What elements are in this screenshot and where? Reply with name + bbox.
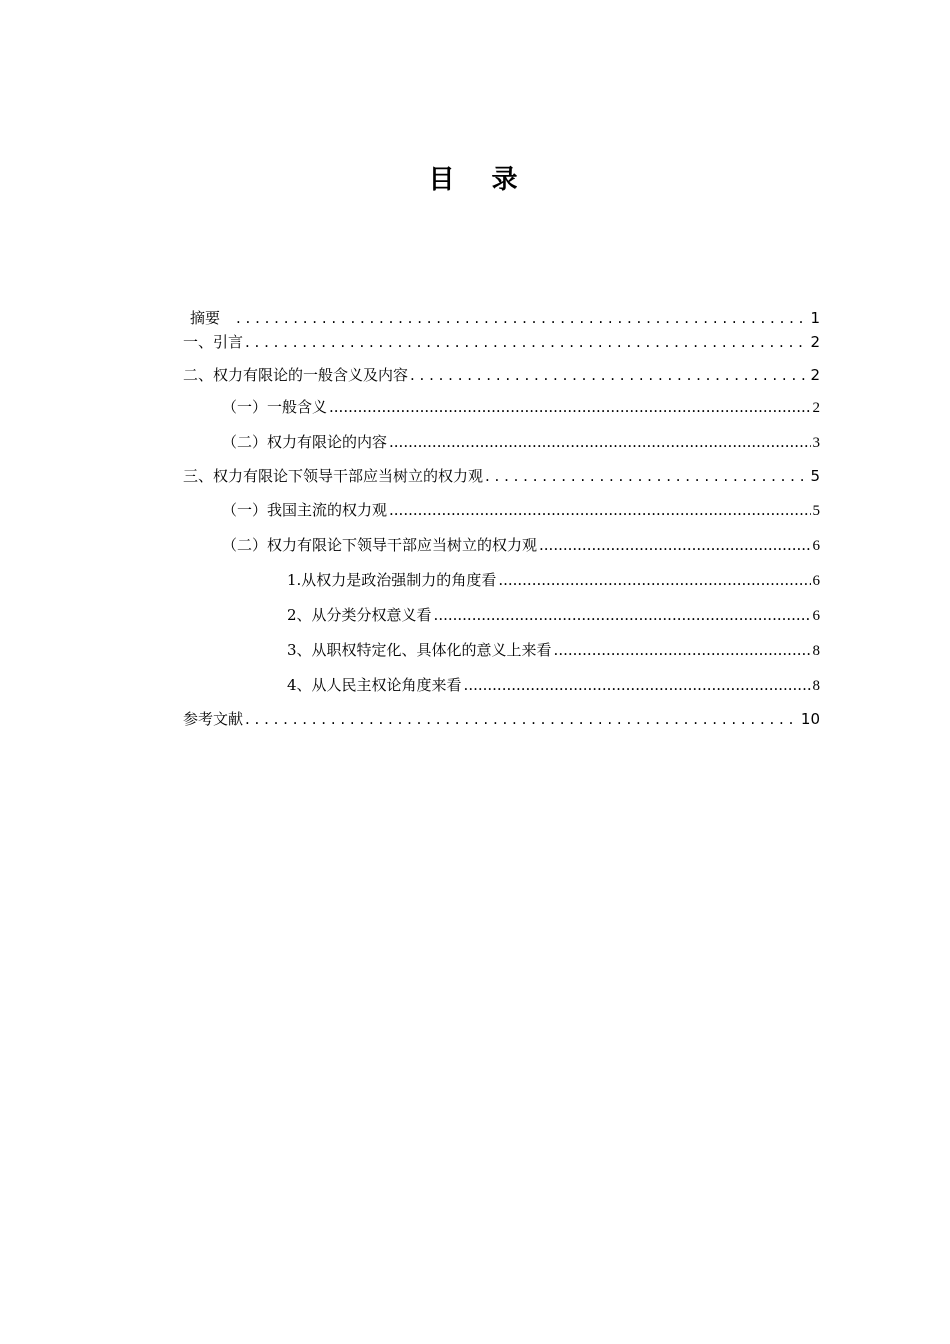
toc-leader-dots bbox=[329, 394, 810, 420]
toc-leader-dots bbox=[434, 602, 811, 628]
toc-page-number: 10 bbox=[800, 710, 820, 728]
toc-entry-label: （二）权力有限论下领导干部应当树立的权力观 bbox=[222, 536, 538, 554]
toc-leader-dots bbox=[389, 429, 810, 455]
toc-leader-dots bbox=[236, 305, 808, 331]
toc-entry-section-3-2-3[interactable] bbox=[287, 637, 820, 663]
toc-entry-label: 1.从权力是政治强制力的角度看 bbox=[287, 571, 497, 589]
toc-entry-label: 二、权力有限论的一般含义及内容 bbox=[183, 366, 409, 384]
toc-entry-section-3-2[interactable] bbox=[222, 532, 820, 558]
toc-leader-dots bbox=[554, 637, 811, 663]
toc-entry-label: 2、从分类分权意义看 bbox=[287, 606, 432, 624]
toc-entry-label: 三、权力有限论下领导干部应当树立的权力观 bbox=[183, 467, 484, 485]
toc-entry-section-3-2-4[interactable] bbox=[287, 672, 820, 698]
toc-leader-dots bbox=[485, 463, 808, 489]
toc-page-number: 5 bbox=[810, 467, 820, 485]
toc-entry-section-3[interactable] bbox=[183, 463, 820, 489]
toc-page-number: 6 bbox=[812, 538, 820, 554]
toc-leader-dots bbox=[410, 362, 808, 388]
toc-page-number: 2 bbox=[810, 366, 820, 384]
toc-page-number: 6 bbox=[812, 608, 820, 624]
toc-page-number: 2 bbox=[810, 333, 820, 351]
toc-page-number: 8 bbox=[812, 678, 820, 694]
toc-page-number: 8 bbox=[812, 643, 820, 659]
toc-entry-label: 摘要 bbox=[190, 309, 221, 327]
toc-entry-label: 4、从人民主权论角度来看 bbox=[287, 676, 462, 694]
toc-entry-section-2-2[interactable] bbox=[222, 429, 820, 455]
toc-page-number: 2 bbox=[812, 400, 820, 416]
toc-leader-dots bbox=[245, 706, 799, 732]
toc-entry-label: 参考文献 bbox=[183, 710, 244, 728]
toc-entry-section-2[interactable] bbox=[183, 362, 820, 388]
toc-entry-label: 3、从职权特定化、具体化的意义上来看 bbox=[287, 641, 552, 659]
toc-entry-section-2-1[interactable] bbox=[222, 394, 820, 420]
toc-leader-dots bbox=[464, 672, 811, 698]
toc-entry-introduction[interactable] bbox=[183, 329, 820, 355]
toc-entry-label: （一）我国主流的权力观 bbox=[222, 501, 388, 519]
toc-leader-dots bbox=[245, 329, 808, 355]
toc-entry-section-3-2-2[interactable] bbox=[287, 602, 820, 628]
toc-entry-abstract[interactable] bbox=[190, 305, 820, 331]
toc-page-number: 6 bbox=[812, 573, 820, 589]
toc-page-number: 1 bbox=[810, 309, 820, 327]
toc-entry-references[interactable] bbox=[183, 706, 820, 732]
toc-entry-label: （一）一般含义 bbox=[222, 398, 328, 416]
toc-entry-label: 一、引言 bbox=[183, 333, 244, 351]
toc-entry-section-3-2-1[interactable] bbox=[287, 567, 820, 593]
toc-entry-label: （二）权力有限论的内容 bbox=[222, 433, 388, 451]
toc-page-number: 5 bbox=[812, 503, 820, 519]
toc-page-number: 3 bbox=[812, 435, 820, 451]
toc-leader-dots bbox=[539, 532, 810, 558]
toc-title: 目 录 bbox=[428, 165, 532, 195]
toc-leader-dots bbox=[389, 497, 810, 523]
toc-leader-dots bbox=[498, 567, 810, 593]
toc-entry-section-3-1[interactable] bbox=[222, 497, 820, 523]
